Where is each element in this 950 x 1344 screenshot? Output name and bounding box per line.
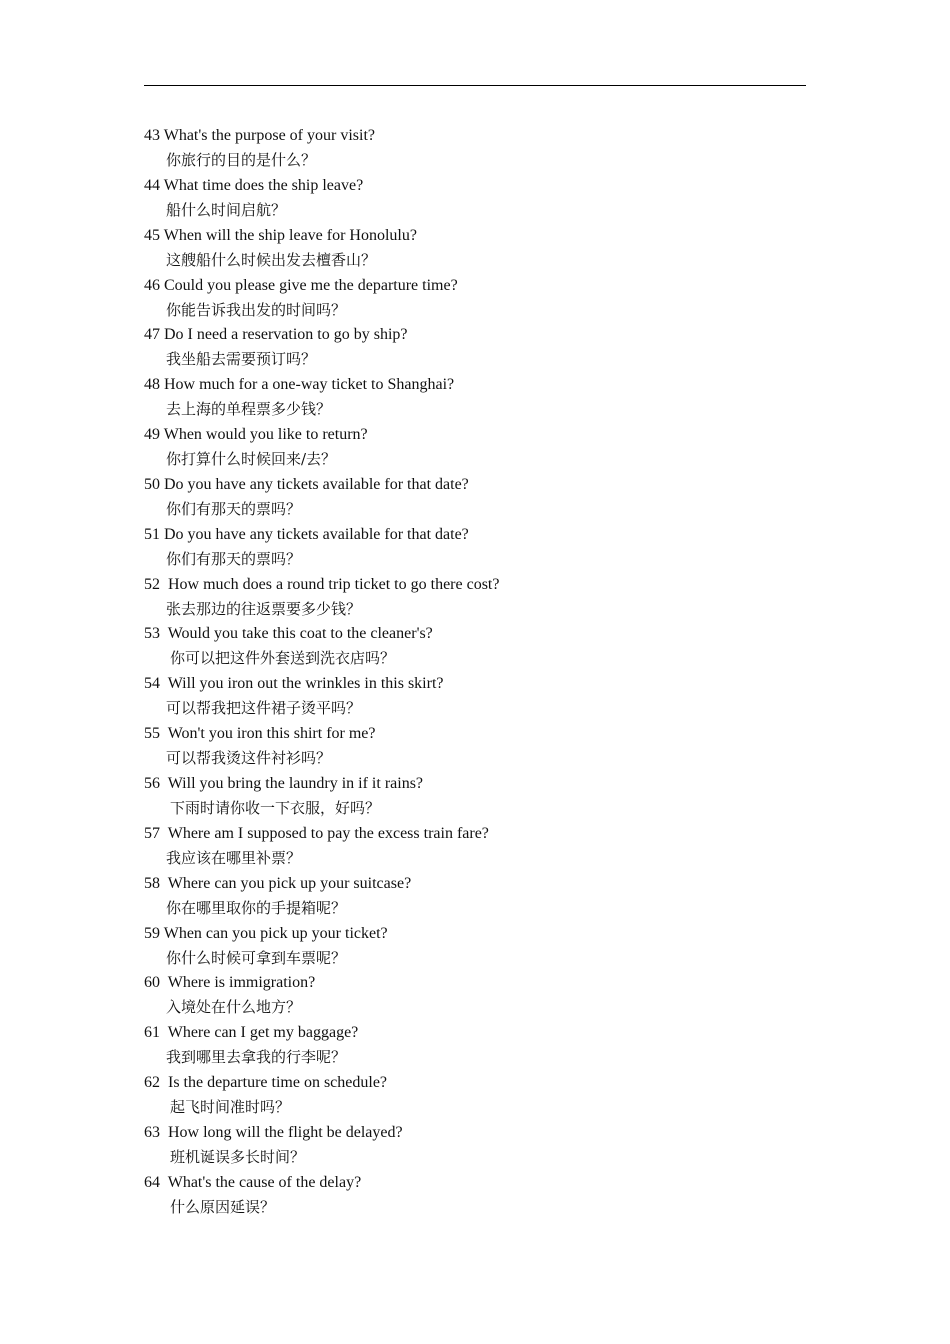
phrase-entry-47 [144,323,806,373]
chinese-translation: 你可以把这件外套送到洗衣店吗？ [170,649,396,668]
header-rule [144,85,806,86]
english-phrase: 64 What's the cause of the delay? [144,1173,362,1191]
english-phrase: 62 Is the departure time on schedule? [144,1074,388,1092]
english-phrase: 48 How much for a one-way ticket to Shanghai? [144,376,455,394]
chinese-translation: 什么原因延误？ [170,1197,276,1216]
phrase-list [144,124,806,1221]
phrase-entry-46 [144,274,806,324]
chinese-translation: 你能告诉我出发的时间吗？ [166,300,347,319]
phrase-entry-62 [144,1071,806,1121]
phrase-entry-45 [144,224,806,274]
english-phrase: 49 When would you like to return? [144,426,368,444]
phrase-entry-53 [144,622,806,672]
chinese-translation: 去上海的单程票多少钱？ [166,400,332,419]
chinese-translation: 你什么时候可拿到车票呢？ [166,948,347,967]
english-phrase: 57 Where am I supposed to pay the excess train fare? [144,824,489,842]
phrase-entry-57 [144,822,806,872]
chinese-translation: 班机诞误多长时间？ [170,1147,306,1166]
phrase-entry-64 [144,1171,806,1221]
phrase-entry-48 [144,373,806,423]
phrase-entry-59 [144,922,806,972]
english-phrase: 50 Do you have any tickets available for that date? [144,475,469,493]
english-phrase: 47 Do I need a reservation to go by ship? [144,326,408,344]
phrase-entry-63 [144,1121,806,1171]
chinese-translation: 你打算什么时候回来/去？ [166,450,337,469]
chinese-translation: 张去那边的往返票要多少钱？ [166,599,362,618]
phrase-entry-43 [144,124,806,174]
phrase-entry-52 [144,573,806,623]
chinese-translation: 我应该在哪里补票？ [166,848,302,867]
phrase-entry-58 [144,872,806,922]
english-phrase: 46 Could you please give me the departure time? [144,276,458,294]
chinese-translation: 你在哪里取你的手提箱呢？ [166,898,347,917]
phrase-entry-61 [144,1021,806,1071]
english-phrase: 56 Will you bring the laundry in if it rains? [144,774,424,792]
english-phrase: 58 Where can you pick up your suitcase? [144,874,412,892]
english-phrase: 63 How long will the flight be delayed? [144,1123,403,1141]
phrase-entry-51 [144,523,806,573]
chinese-translation: 你旅行的目的是什么？ [166,151,317,169]
chinese-translation: 可以帮我烫这件衬衫吗？ [166,749,332,768]
chinese-translation: 起飞时间准时吗？ [170,1098,291,1117]
english-phrase: 43 What's the purpose of your visit? [144,127,375,144]
phrase-entry-60 [144,971,806,1021]
phrase-entry-50 [144,473,806,523]
english-phrase: 61 Where can I get my baggage? [144,1024,359,1042]
chinese-translation: 下雨时请你收一下衣服，好吗？ [170,798,381,817]
chinese-translation: 可以帮我把这件裙子烫平吗？ [166,699,362,718]
english-phrase: 54 Will you iron out the wrinkles in this skirt? [144,675,444,693]
english-phrase: 45 When will the ship leave for Honolulu? [144,226,417,244]
english-phrase: 44 What time does the ship leave? [144,176,364,194]
chinese-translation: 我到哪里去拿我的行李呢？ [166,1048,347,1067]
chinese-translation: 你们有那天的票吗？ [166,499,302,518]
phrase-entry-49 [144,423,806,473]
phrase-entry-55 [144,722,806,772]
english-phrase: 60 Where is immigration? [144,974,316,992]
phrase-entry-44 [144,174,806,224]
phrase-entry-54 [144,672,806,722]
english-phrase: 59 When can you pick up your ticket? [144,924,388,942]
english-phrase: 53 Would you take this coat to the cleaner's? [144,625,433,643]
chinese-translation: 这艘船什么时候出发去檀香山？ [166,250,377,269]
english-phrase: 55 Won't you iron this shirt for me? [144,725,376,743]
chinese-translation: 你们有那天的票吗？ [166,549,302,568]
phrase-entry-56 [144,772,806,822]
chinese-translation: 我坐船去需要预订吗？ [166,350,317,369]
english-phrase: 52 How much does a round trip ticket to go there cost? [144,575,500,593]
chinese-translation: 船什么时间启航？ [166,200,287,219]
chinese-translation: 入境处在什么地方？ [166,998,302,1017]
english-phrase: 51 Do you have any tickets available for that date? [144,525,469,543]
